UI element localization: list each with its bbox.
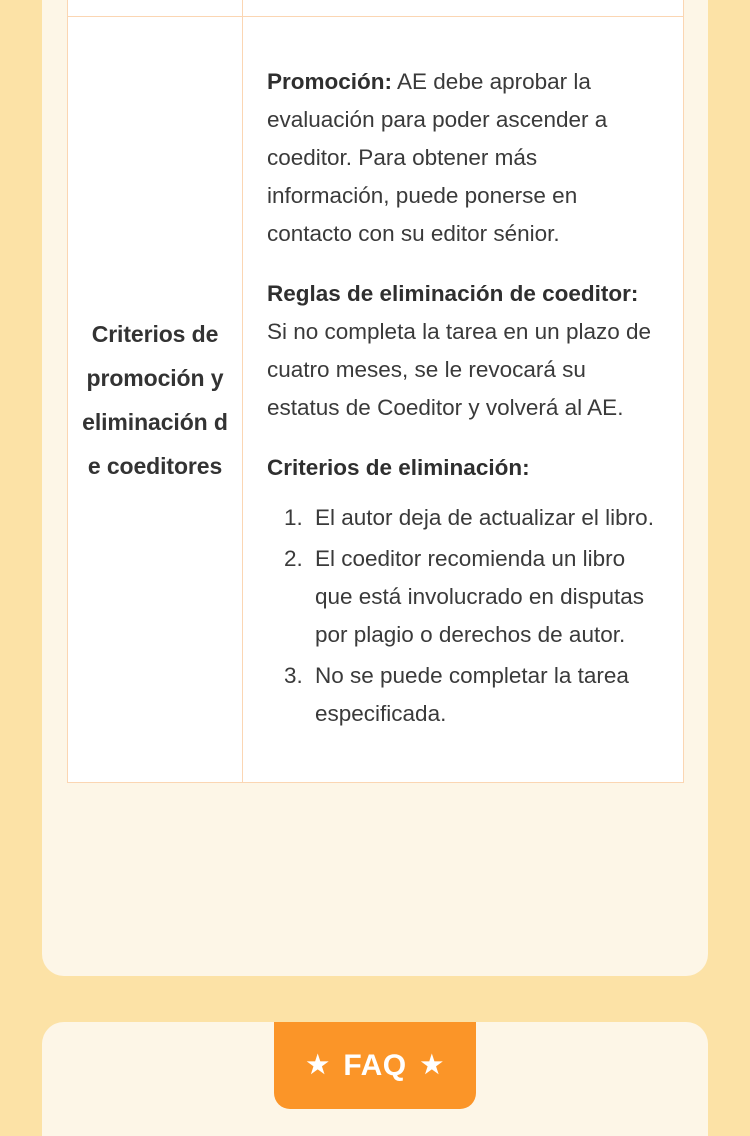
- row-body-cell: [243, 17, 684, 783]
- list-item: 1. El autor deja de actualizar el libro.: [309, 499, 659, 537]
- clipped-body-cell: [243, 0, 684, 17]
- criteria-list: [267, 499, 659, 733]
- criteria-heading: Criterios de eliminación:: [267, 455, 530, 480]
- spec-table: [67, 0, 684, 783]
- star-icon-right: ★: [420, 1051, 444, 1079]
- paragraph-promocion: [267, 63, 659, 253]
- paragraph-reglas-text: Si no completa la tarea en un plazo de cuatro meses, se le revocará su estatus de Coeditor y volverá al AE.: [267, 319, 652, 420]
- table-row-clipped: [68, 0, 684, 17]
- paragraph-promocion-lead: Promoción:: [267, 69, 393, 94]
- paragraph-reglas: [267, 275, 659, 427]
- faq-button-label: FAQ: [343, 1048, 407, 1082]
- faq-button[interactable]: [274, 1022, 476, 1109]
- star-icon-left: ★: [306, 1051, 330, 1079]
- table-row: [68, 17, 684, 783]
- row-label-cell: Criterios de promoción y eliminación de coeditores: [68, 17, 243, 783]
- list-item: 3. No se puede completar la tarea especificada.: [309, 657, 659, 733]
- clipped-label-cell: [68, 0, 243, 17]
- paragraph-promocion-text: AE debe aprobar la evaluación para poder ascender a coeditor. Para obtener más información, puede ponerse en contacto con su editor sénior.: [267, 69, 608, 246]
- list-item: 2. El coeditor recomienda un libro que está involucrado en disputas por plagio o derechos de autor.: [309, 540, 659, 654]
- paragraph-reglas-lead: Reglas de eliminación de coeditor:: [267, 281, 639, 306]
- spec-table-wrapper: [67, 0, 683, 938]
- table-card: [42, 0, 708, 976]
